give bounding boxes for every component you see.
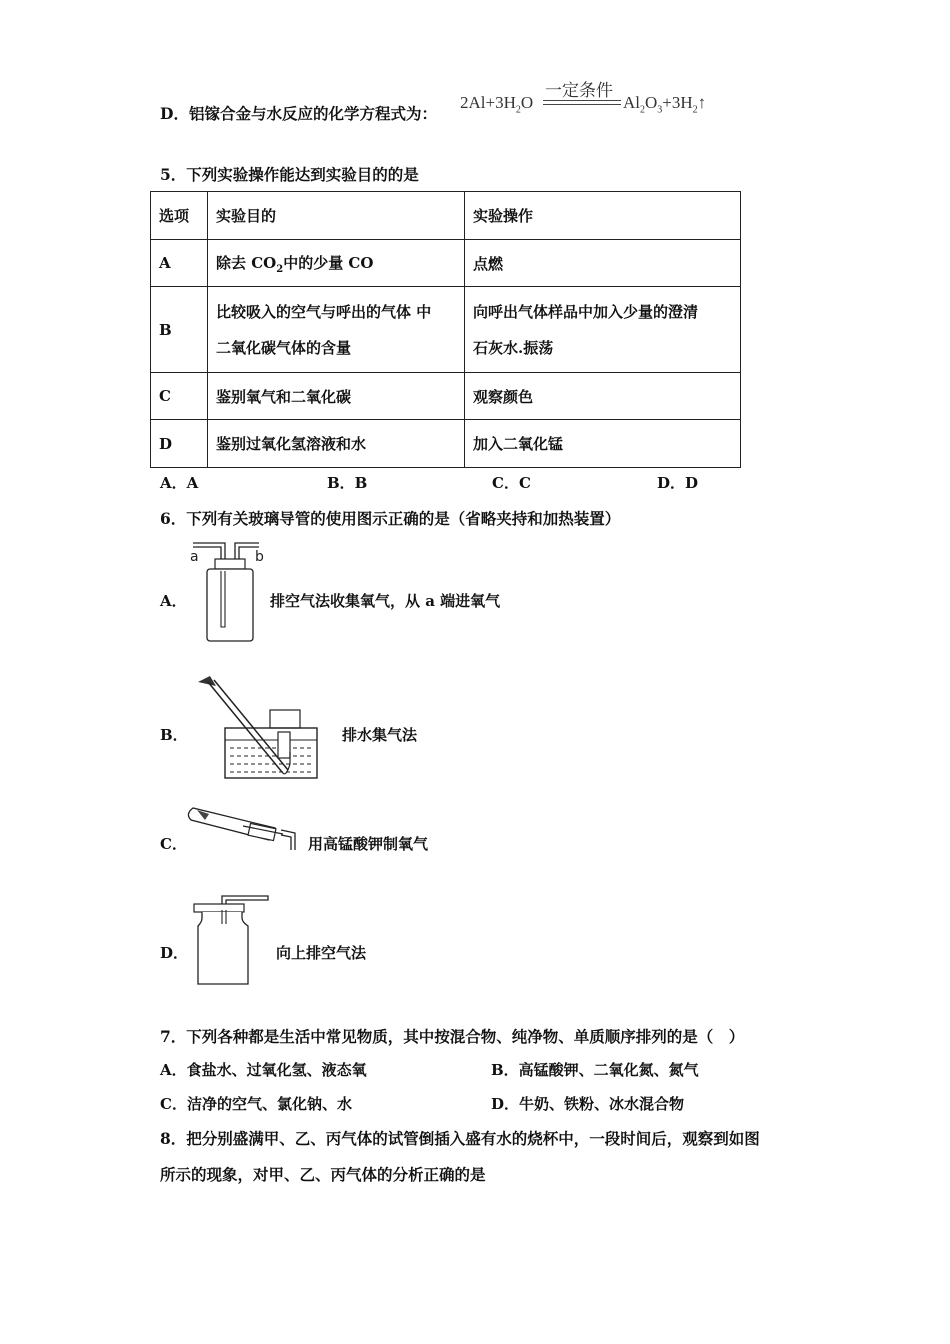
row-operation: 向呼出气体样品中加入少量的澄清 石灰水.振荡 xyxy=(465,287,741,373)
row-goal: 鉴别氧气和二氧化碳 xyxy=(208,373,465,420)
row-goal: 鉴别过氧化氢溶液和水 xyxy=(208,420,465,468)
q6-stem: 6．下列有关玻璃导管的使用图示正确的是（省略夹持和加热装置） xyxy=(160,509,621,528)
table-row xyxy=(151,373,741,420)
tube-b-label: b xyxy=(255,549,264,565)
header-operation: 实验操作 xyxy=(465,192,741,240)
q6-option-a-key[interactable]: A． xyxy=(160,592,187,610)
q7-choice-b[interactable]: B．高锰酸钾、二氧化氮、氮气 xyxy=(491,1061,699,1079)
gas-bottle-two-tubes-figure xyxy=(185,535,270,645)
row-goal: 除去 $CO_2$中的少量 CO xyxy=(208,240,465,287)
chemical-equation: $2Al+3H_2O$ xyxy=(460,93,534,116)
tube-a-label: a xyxy=(190,549,199,565)
q6-option-b-key[interactable]: B． xyxy=(160,726,188,744)
table-header-row xyxy=(151,192,741,240)
row-key: D xyxy=(151,420,208,468)
table-row xyxy=(151,240,741,287)
q6-option-d-key[interactable]: D． xyxy=(160,944,189,962)
q7-stem: 7．下列各种都是生活中常见物质，其中按混合物、纯净物、单质顺序排列的是（ ） xyxy=(160,1027,745,1046)
q5-stem: 5．下列实验操作能达到实验目的的是 xyxy=(160,165,419,184)
q5-choice-c[interactable]: C．C xyxy=(492,474,531,492)
equation-condition-label: 一定条件 xyxy=(545,81,613,101)
row-operation: 观察颜色 xyxy=(465,373,741,420)
q7-choice-a[interactable]: A．食盐水、过氧化氢、液态氧 xyxy=(160,1061,367,1079)
q6-option-b-text: 排水集气法 xyxy=(342,726,418,744)
q5-choice-a[interactable]: A．A xyxy=(160,474,199,492)
header-goal: 实验目的 xyxy=(208,192,465,240)
row-key: A xyxy=(151,240,208,287)
test-tube-heating-figure xyxy=(183,800,308,855)
water-trough-figure xyxy=(190,672,325,782)
equation-double-line xyxy=(543,100,621,105)
q5-table xyxy=(150,191,741,468)
q8-stem-line1: 8．把分别盛满甲、乙、丙气体的试管倒插入盛有水的烧杯中，一段时间后，观察到如图 xyxy=(160,1129,760,1148)
table-row xyxy=(151,420,741,468)
q6-option-d-text: 向上排空气法 xyxy=(276,944,367,962)
q5-choice-d[interactable]: D．D xyxy=(657,474,699,492)
q5-choice-b[interactable]: B．B xyxy=(327,474,368,492)
q6-option-c-text: 用高锰酸钾制氧气 xyxy=(308,835,429,853)
gas-jar-upward-figure xyxy=(190,890,275,990)
row-key: C xyxy=(151,373,208,420)
q6-option-a-text: 排空气法收集氧气，从 a 端进氧气 xyxy=(270,592,501,610)
q8-stem-line2: 所示的现象，对甲、乙、丙气体的分析正确的是 xyxy=(160,1165,486,1184)
row-operation: 加入二氧化锰 xyxy=(465,420,741,468)
row-goal: 比较吸入的空气与呼出的气体 中 二氧化碳气体的含量 xyxy=(208,287,465,373)
q7-choice-d[interactable]: D．牛奶、铁粉、冰水混合物 xyxy=(491,1095,685,1113)
row-key: B xyxy=(151,287,208,373)
header-option: 选项 xyxy=(151,192,208,240)
q4-option-d-label: D．铝镓合金与水反应的化学方程式为： xyxy=(160,104,437,123)
q6-option-c-key[interactable]: C． xyxy=(160,835,187,853)
table-row xyxy=(151,287,741,373)
row-operation: 点燃 xyxy=(465,240,741,287)
equation-products: $Al_2O_3+3H_2↑$ xyxy=(623,93,707,116)
q7-choice-c[interactable]: C．洁净的空气、氯化钠、水 xyxy=(160,1095,352,1113)
